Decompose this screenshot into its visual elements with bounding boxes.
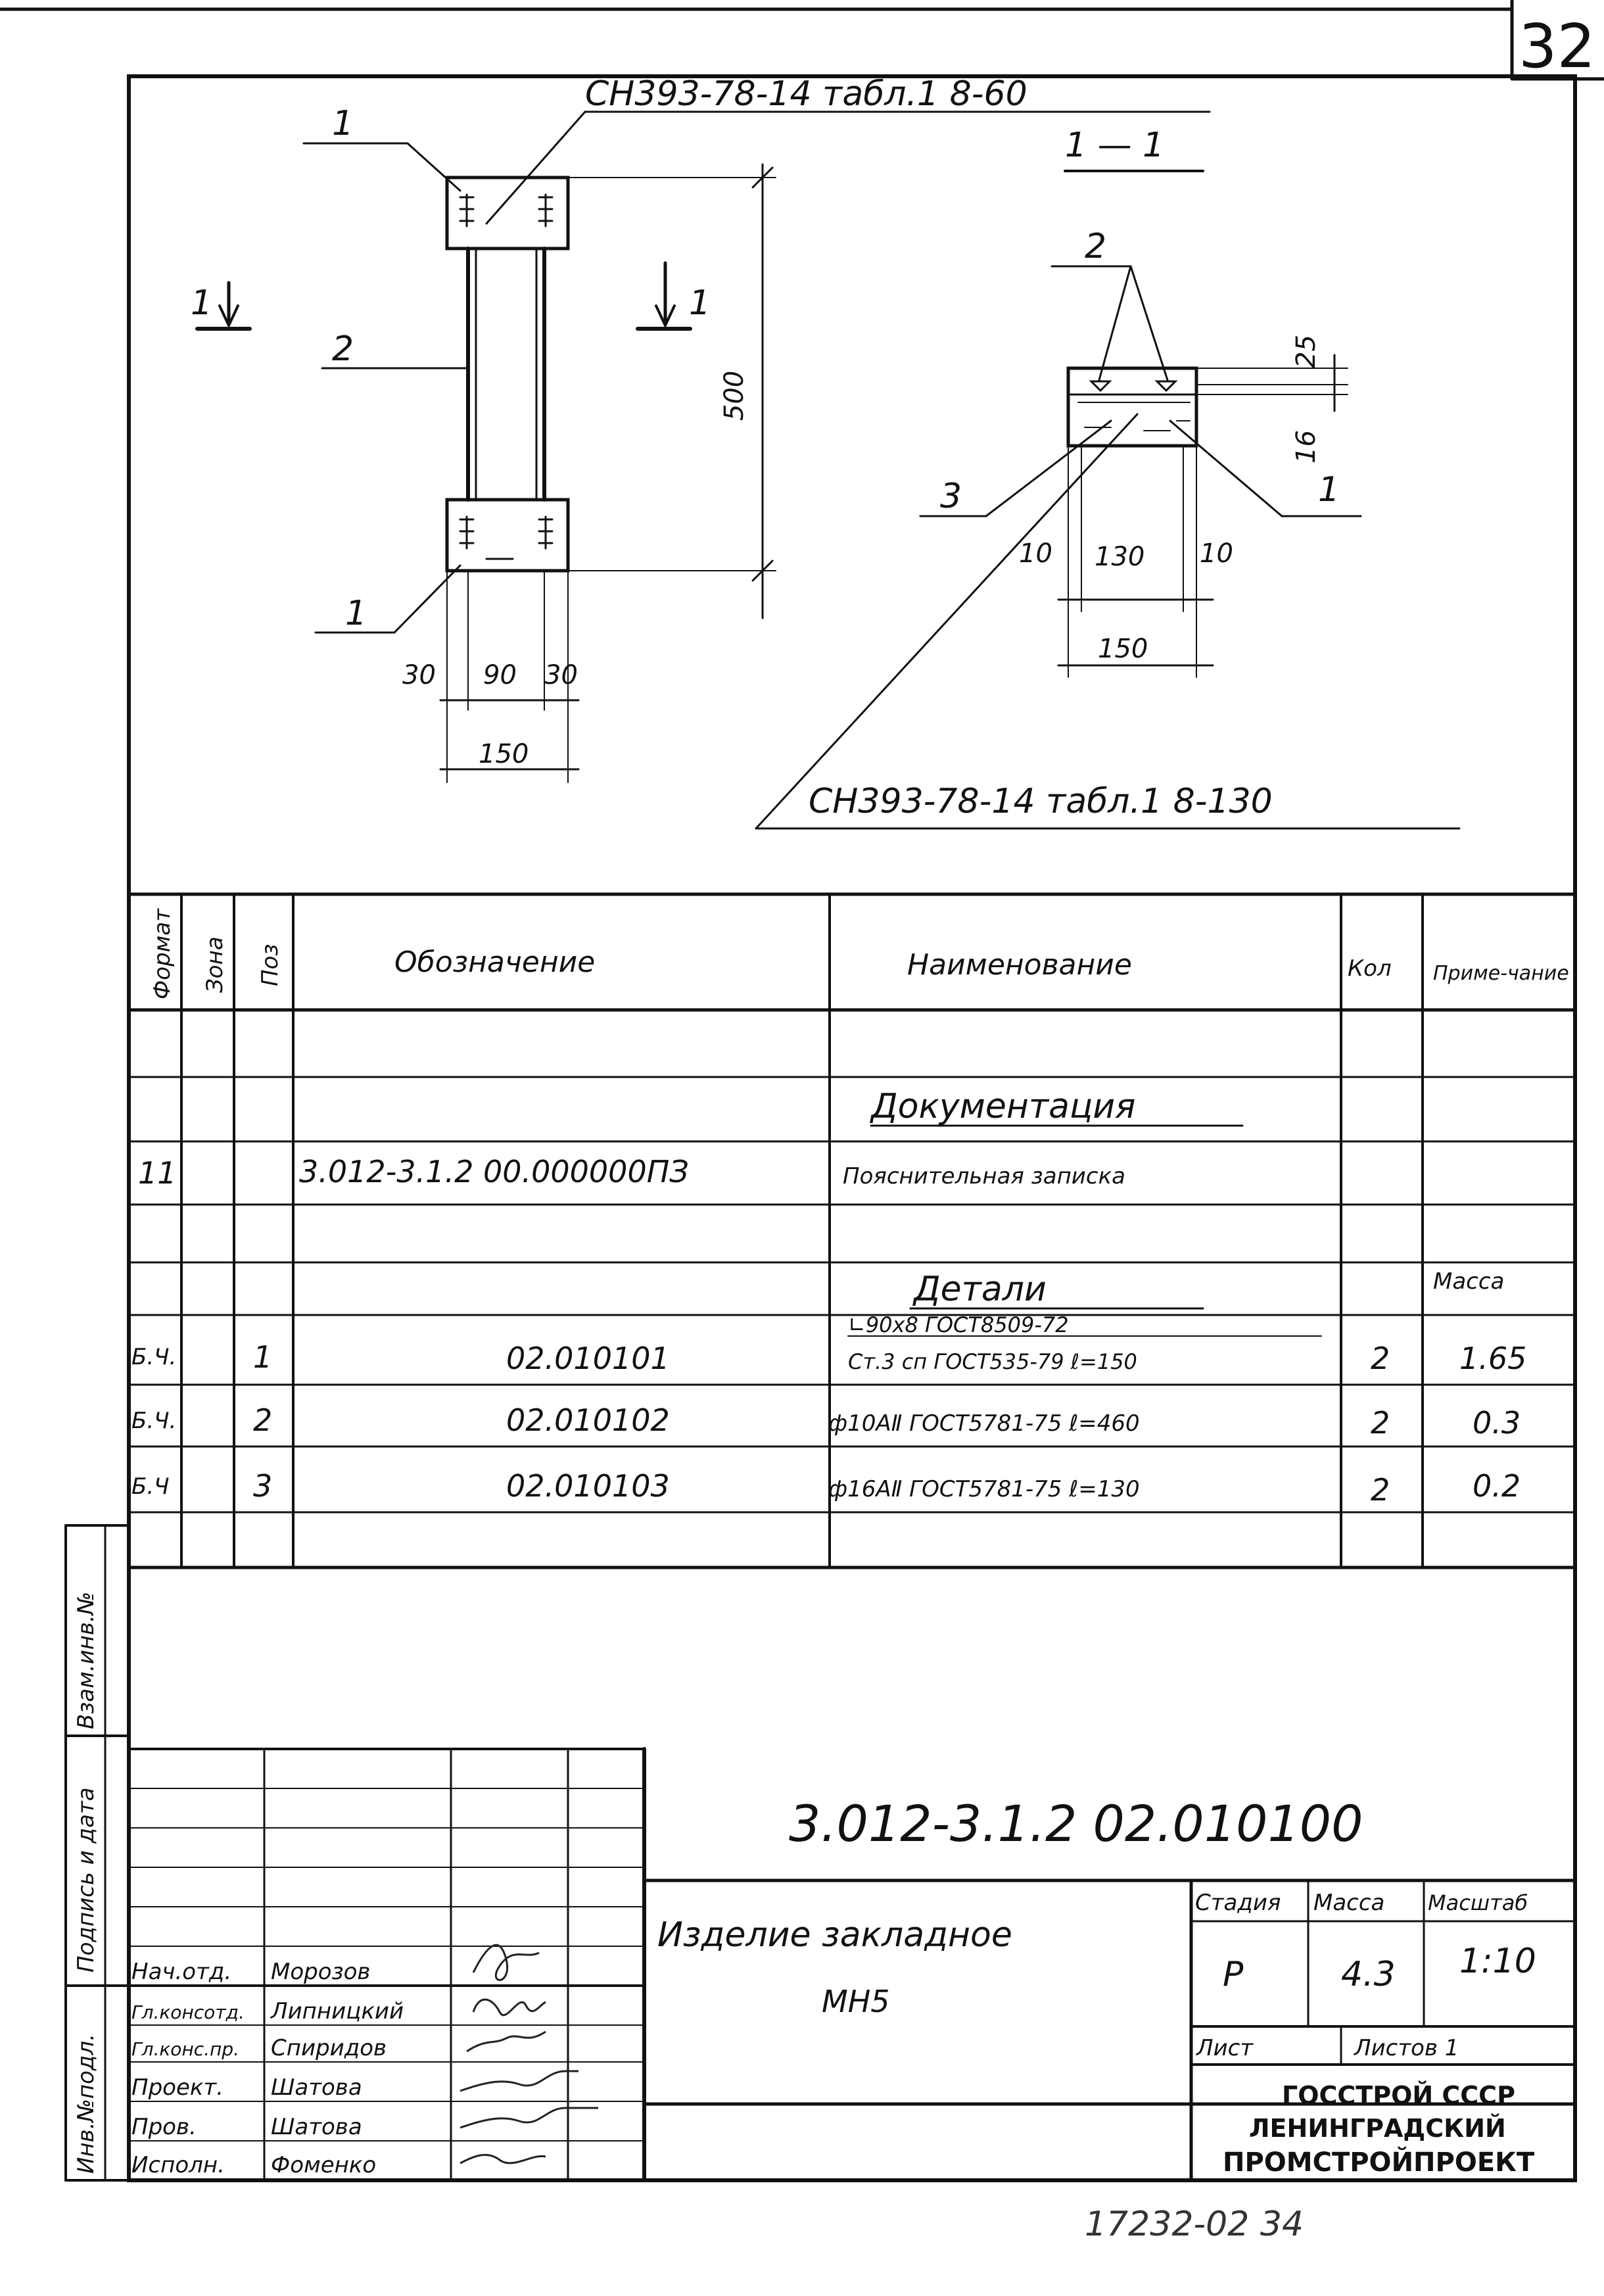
signer-name: Спиридов [271,2035,387,2061]
sheet-number: 32 [1519,11,1596,82]
section-documentation: Документация [871,1087,1136,1126]
row-format: Б.Ч. [131,1344,177,1370]
row-mass: 1.65 [1459,1341,1527,1376]
row-format: Б.Ч [131,1473,170,1500]
leader-label-top: СН393-78-14 табл.1 8-60 [585,74,1027,114]
col-header-pos: Поз [257,944,283,986]
mass-value: 4.3 [1341,1955,1396,1994]
signer-name: Морозов [271,1959,371,1985]
section-parts: Детали [914,1270,1047,1309]
row-format: Б.Ч. [131,1408,177,1434]
signer-role: Гл.консотд. [131,2001,245,2023]
dimension-label: 30 [402,660,436,690]
signer-role: Гл.конс.пр. [131,2038,240,2060]
mass-label: Масса [1313,1890,1385,1916]
signatures [460,1945,598,2163]
stage-value: Р [1223,1955,1244,1994]
row-pos: 3 [253,1468,273,1504]
row-pos: 1 [253,1339,273,1375]
signer-name: Шатова [271,2114,362,2140]
doc-designation: 3.012-3.1.2 00.000000ПЗ [299,1154,689,1189]
org-line-2: ЛЕНИНГРАДСКИЙ [1249,2114,1506,2143]
pos-label: 3 [940,477,962,516]
org-line-3: ПРОМСТРОЙПРОЕКТ [1223,2147,1535,2178]
signer-role: Проект. [131,2074,224,2101]
dimension-label: 130 [1095,542,1145,572]
row-qty: 2 [1371,1405,1390,1441]
row-name-line1: ∟90х8 ГОСТ8509-72 [848,1312,1069,1337]
col-header-name: Наименование [907,948,1132,982]
row-designation: 02.010103 [506,1468,670,1504]
scale-value: 1:10 [1459,1942,1536,1981]
pos-label: 2 [1085,227,1107,266]
margin-sign-date: Подпись и дата [73,1787,99,1973]
item-name: Изделие закладное [657,1915,1012,1955]
dimension-label: 10 [1200,538,1233,569]
dimension-label: 10 [1019,538,1052,569]
org-line-1: ГОССТРОЙ СССР [1282,2081,1515,2110]
margin-replace-inv: Взам.инв.№ [73,1591,99,1729]
row-name-line1: ф10АⅡ ГОСТ5781-75 ℓ=460 [828,1410,1140,1437]
col-header-qty: Кол [1348,955,1392,982]
row-pos: 2 [253,1402,273,1438]
item-mark: МН5 [822,1984,890,2019]
col-header-format: Формат [149,909,176,999]
dimension-label: 16 [1291,430,1321,464]
row-designation: 02.010101 [506,1341,670,1376]
pos-label: 2 [332,329,354,369]
dimension-label: 150 [1098,634,1148,664]
margin-inv-sub: Инв.№подл. [73,2034,99,2174]
dimension-label: 500 [719,370,749,421]
mass-label: Масса [1433,1268,1505,1295]
row-qty: 2 [1371,1472,1390,1508]
signer-role: Пров. [131,2114,197,2140]
sheet-label: Лист [1196,2035,1254,2061]
leader-label-bottom: СН393-78-14 табл.1 8-130 [809,782,1273,821]
col-header-note: Приме-чание [1433,962,1569,985]
signer-role: Исполн. [131,2152,225,2178]
pos-label: 1 [1318,470,1340,510]
footer-number: 17232-02 34 [1085,2205,1304,2244]
sheets-count: Листов 1 [1354,2035,1459,2061]
row-mass: 0.2 [1473,1468,1521,1504]
dimension-label: 150 [479,739,529,769]
signer-name: Шатова [271,2074,362,2101]
section-label: 1 — 1 [1065,126,1165,165]
drawing-code: 3.012-3.1.2 02.010100 [789,1794,1363,1853]
row-qty: 2 [1371,1341,1390,1376]
row-designation: 02.010102 [506,1402,670,1438]
signer-name: Фоменко [271,2152,377,2178]
dimension-label: 30 [544,660,578,690]
section-mark: 1 [191,283,213,323]
doc-name: Пояснительная записка [843,1163,1125,1189]
stage-label: Стадия [1195,1890,1281,1916]
pos-label: 1 [345,594,367,633]
row-name-line2: Ст.3 сп ГОСТ535-79 ℓ=150 [848,1349,1137,1374]
col-header-zone: Зона [202,936,228,993]
dimension-label: 90 [483,660,517,690]
row-name-line1: ф16АⅡ ГОСТ5781-75 ℓ=130 [828,1476,1140,1502]
section-mark: 1 [689,283,711,323]
signer-name: Липницкий [271,1998,404,2024]
pos-label: 1 [332,104,354,143]
signer-role: Нач.отд. [131,1959,232,1985]
col-header-designation: Обозначение [394,945,596,979]
dimension-label: 25 [1291,335,1321,368]
row-mass: 0.3 [1473,1405,1521,1441]
scale-label: Масштаб [1428,1890,1528,1915]
doc-format: 11 [138,1155,177,1191]
